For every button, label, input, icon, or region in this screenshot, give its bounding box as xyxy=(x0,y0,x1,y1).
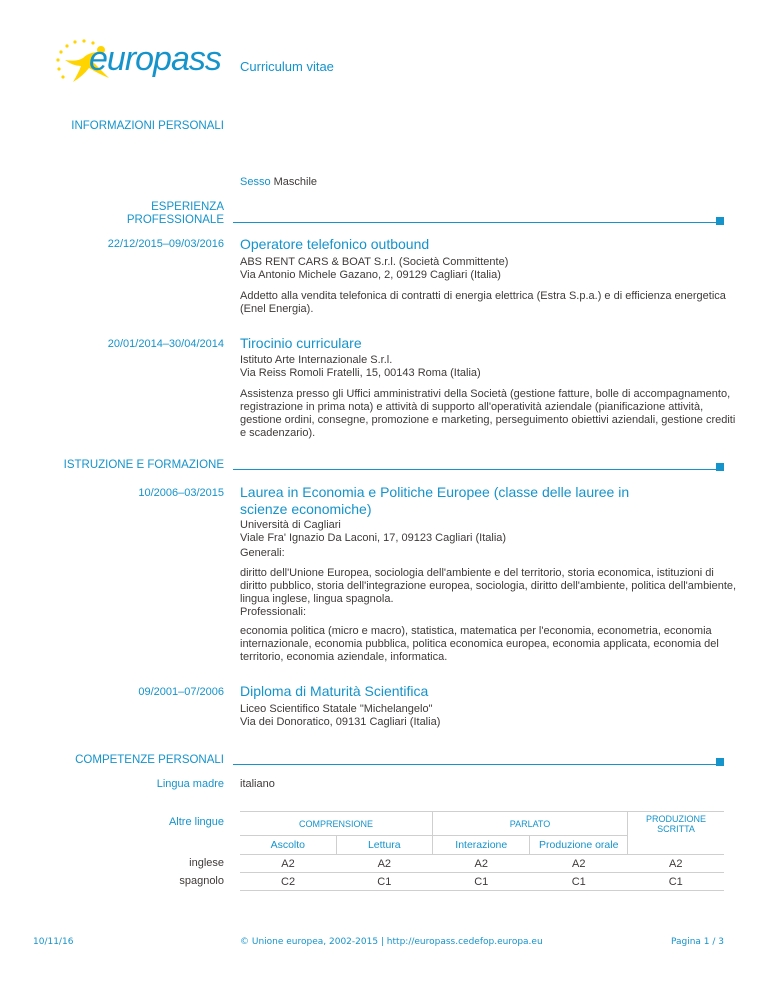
group-header: COMPRENSIONE xyxy=(240,812,433,836)
experience-description: Assistenza presso gli Uffici amministrativi della Società (gestione fatture, bolle di accompagnamento, registrazione in prima nota) e attività di supporto all'operatività aziendale (pianificazione attività, gestione ordini, consegne, promozione e marketing, perseguimento obiettivi aziendali, gestione crediti e scadenzario). xyxy=(240,388,736,439)
experience-title: Operatore telefonico outbound xyxy=(240,236,430,252)
education-date: 09/2001–07/2006 xyxy=(138,686,224,698)
education-title: Diploma di Maturità Scientifica xyxy=(240,683,429,699)
experience-date: 22/12/2015–09/03/2016 xyxy=(107,238,224,250)
section-education-marker xyxy=(716,463,724,471)
footer-date: 10/11/16 xyxy=(33,937,74,947)
experience-date: 20/01/2014–30/04/2014 xyxy=(107,338,224,350)
logo-wordmark: europass xyxy=(89,40,221,78)
section-experience-label: ESPERIENZA PROFESSIONALE xyxy=(126,201,224,226)
sex-row xyxy=(240,176,317,188)
group-header: PARLATO xyxy=(433,812,628,836)
mother-tongue-label: Lingua madre xyxy=(156,778,224,790)
subheader: Ascolto xyxy=(240,836,336,855)
education-general-text: diritto dell'Unione Europea, sociologia dell'ambiente e del territorio, storia economica, istituzioni di diritto pubblico, storia dell'integrazione europea, sociologia, diritto dell'ambiente, politica dell'ambiente, lingua inglese, lingua spagnola. xyxy=(240,567,737,605)
experience-employer: Istituto Arte Internazionale S.r.l. Via Reiss Romoli Fratelli, 15, 00143 Roma (Italia) xyxy=(240,354,481,379)
education-institution: Liceo Scientifico Statale "Michelangelo" Via dei Donoratico, 09131 Cagliari (Italia) xyxy=(240,703,441,728)
section-experience-rule xyxy=(233,222,717,223)
experience-employer: ABS RENT CARS & BOAT S.r.l. (Società Committente) Via Antonio Michele Gazano, 2, 09129 Cagliari (Italia) xyxy=(240,256,509,281)
section-skills-label: COMPETENZE PERSONALI xyxy=(75,754,224,766)
table-row: C2 C1 C1 C1 C1 xyxy=(240,873,724,891)
subheader: Lettura xyxy=(336,836,432,855)
section-experience-marker xyxy=(716,217,724,225)
section-skills-rule xyxy=(233,764,717,765)
education-general-label: Generali: xyxy=(240,547,285,559)
language-table xyxy=(240,811,724,891)
experience-description: Addetto alla vendita telefonica di contratti di energia elettrica (Estra S.p.a.) e di efficienza energetica (Enel Energia). xyxy=(240,290,726,315)
subheader: Produzione orale xyxy=(530,836,628,855)
other-languages-label: Altre lingue xyxy=(168,816,224,828)
education-institution: Università di Cagliari Viale Fra' Ignazio Da Laconi, 17, 09123 Cagliari (Italia) xyxy=(240,519,507,544)
section-education-rule xyxy=(233,469,717,470)
group-header: PRODUZIONE SCRITTA xyxy=(628,812,725,836)
education-prof-label: Professionali: xyxy=(240,606,307,618)
footer-copyright: © Unione europea, 2002-2015 | http://europass.cedefop.europa.eu xyxy=(240,937,543,947)
language-name: inglese xyxy=(189,857,224,869)
footer-page-number: Pagina 1 / 3 xyxy=(670,937,724,947)
mother-tongue-value: italiano xyxy=(240,778,275,790)
sex-label: Sesso xyxy=(240,176,271,188)
education-date: 10/2006–03/2015 xyxy=(138,487,224,499)
language-name: spagnolo xyxy=(179,875,224,887)
table-row: A2 A2 A2 A2 A2 xyxy=(240,855,724,873)
experience-title: Tirocinio curriculare xyxy=(240,335,362,351)
section-personal-label: INFORMAZIONI PERSONALI xyxy=(71,120,224,132)
sex-value: Maschile xyxy=(273,176,318,188)
section-education-label: ISTRUZIONE E FORMAZIONE xyxy=(63,459,224,471)
section-skills-marker xyxy=(716,758,724,766)
europass-logo xyxy=(55,38,235,88)
doc-title: Curriculum vitae xyxy=(240,59,334,74)
education-title: Laurea in Economia e Politiche Europee (classe delle lauree in scienze economiche) xyxy=(240,484,630,517)
education-prof-text: economia politica (micro e macro), statistica, matematica per l'economia, econometria, economia internazionale, economia pubblica, politica economica europea, economia applicata, economia del territorio, economia aziendale, informatica. xyxy=(240,625,719,663)
subheader: Interazione xyxy=(433,836,530,855)
